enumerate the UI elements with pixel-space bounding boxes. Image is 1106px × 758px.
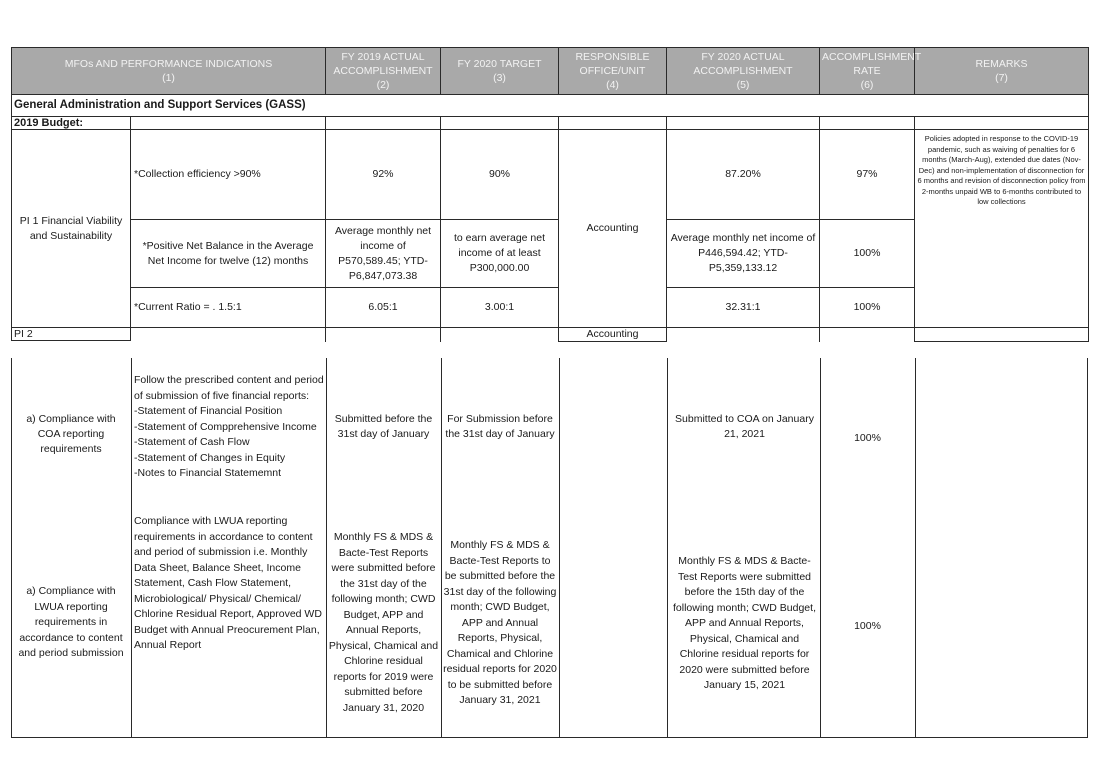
pi2-a1-rate: 100% xyxy=(854,432,881,444)
pi1-indicator-2: *Positive Net Balance in the Average Net Income for twelve (12) months xyxy=(131,220,326,288)
header-remarks: REMARKS (7) xyxy=(915,48,1089,95)
pi1-remarks: Policies adopted in response to the COVID-19 pandemic, such as waiving of penalties for 6 months (March-Aug), extended due dates (Nov-Dec) and non-implementation of disconnection for 6 months and revision of disconnection policy from 2-months unpaid WB to 6-months contributed to low collections xyxy=(915,130,1089,328)
pi2-a2-fy2020: Monthly FS & MDS & Bacte-Test Reports were submitted before the 15th day of the following month; CWD Budget, APP and Annual Reports, Physical, Chamical and Chlorine residual reports for 2020 were submitted before January 15, 2021 xyxy=(673,555,816,691)
pi2-a1-target: For Submission before the 31st day of January xyxy=(445,413,555,440)
performance-table xyxy=(11,47,1089,342)
pi1-office: Accounting xyxy=(559,130,667,328)
pi2-a1-fy2020: Submitted to COA on January 21, 2021 xyxy=(675,413,814,440)
pi2-a2-target: Monthly FS & MDS & Bacte-Test Reports to be submitted before the 31st day of the following month; CWD Budget, APP and Annual Reports, Physical, Chamical and Chlorine residual reports for 2020 to be submitted before January 31, 2021 xyxy=(443,539,557,706)
pi1-fy2019-3: 6.05:1 xyxy=(326,288,441,328)
pi2-a2-label: a) Compliance with LWUA reporting requirements in accordance to content and period submission xyxy=(18,585,124,659)
pi1-rate-1: 97% xyxy=(820,130,915,220)
pi1-fy2020-2: Average monthly net income of P446,594.42; YTD-P5,359,133.12 xyxy=(667,220,820,288)
header-office: RESPONSIBLE OFFICE/UNIT (4) xyxy=(559,48,667,95)
budget-label: 2019 Budget: xyxy=(12,117,131,130)
pi2-a1-label: a) Compliance with COA reporting requirements xyxy=(26,413,116,455)
section-title: General Administration and Support Services (GASS) xyxy=(12,95,1089,117)
header-target: FY 2020 TARGET (3) xyxy=(441,48,559,95)
header-fy2019: FY 2019 ACTUAL ACCOMPLISHMENT (2) xyxy=(326,48,441,95)
pi1-indicator-3: *Current Ratio = . 1.5:1 xyxy=(131,288,326,328)
pi1-fy2019-2: Average monthly net income of P570,589.45; YTD-P6,847,073.38 xyxy=(326,220,441,288)
pi2-label: PI 2 xyxy=(12,328,131,341)
table-row xyxy=(12,130,1089,220)
pi2-office: Accounting xyxy=(559,328,667,342)
pi2-a1-indicator: Follow the prescribed content and period of submission of five financial reports: -Statement of Financial Position -Statement of Compprehensive Income -Statement of Cash Flow -Statement of Changes in Equity -Notes to Financial Statememnt xyxy=(134,374,324,479)
pi1-label: PI 1 Financial Viability and Sustainability xyxy=(12,130,131,328)
pi1-rate-3: 100% xyxy=(820,288,915,328)
pi2-a2-indicator: Compliance with LWUA reporting requirements in accordance to content and period of submission i.e. Monthly Data Sheet, Balance Sheet, Income Statement, Cash Flow Statement, Microbiological/ Physical/ Chemical/ Chlorine Residual Report, Approved WD Budget with Annual Preocurement Plan, Annual Report xyxy=(134,515,322,651)
table-row xyxy=(12,328,1089,341)
pi1-target-2: to earn average net income of at least P300,000.00 xyxy=(441,220,559,288)
pi2-a2-fy2019: Monthly FS & MDS & Bacte-Test Reports were submitted before the 31st day of the following month; CWD Budget, APP and Annual Reports, Physical, Chamical and Chlorine residual reports for 2019 were submitted before January 31, 2020 xyxy=(328,531,439,714)
pi2-a2-rate: 100% xyxy=(854,620,881,632)
pi1-fy2020-3: 32.31:1 xyxy=(667,288,820,328)
section-row xyxy=(12,95,1089,117)
pi1-target-1: 90% xyxy=(441,130,559,220)
pi1-fy2019-1: 92% xyxy=(326,130,441,220)
pi1-rate-2: 100% xyxy=(820,220,915,288)
header-fy2020: FY 2020 ACTUAL ACCOMPLISHMENT (5) xyxy=(667,48,820,95)
pi2-body xyxy=(11,358,1088,738)
header-row xyxy=(12,48,1089,95)
pi1-fy2020-1: 87.20% xyxy=(667,130,820,220)
header-mfo: MFOs AND PERFORMANCE INDICATIONS (1) xyxy=(12,48,326,95)
budget-row xyxy=(12,117,1089,130)
header-rate: ACCOMPLISHMENT RATE (6) xyxy=(820,48,915,95)
pi1-target-3: 3.00:1 xyxy=(441,288,559,328)
pi2-a1-fy2019: Submitted before the 31st day of January xyxy=(334,413,433,440)
pi1-indicator-1: *Collection efficiency >90% xyxy=(131,130,326,220)
